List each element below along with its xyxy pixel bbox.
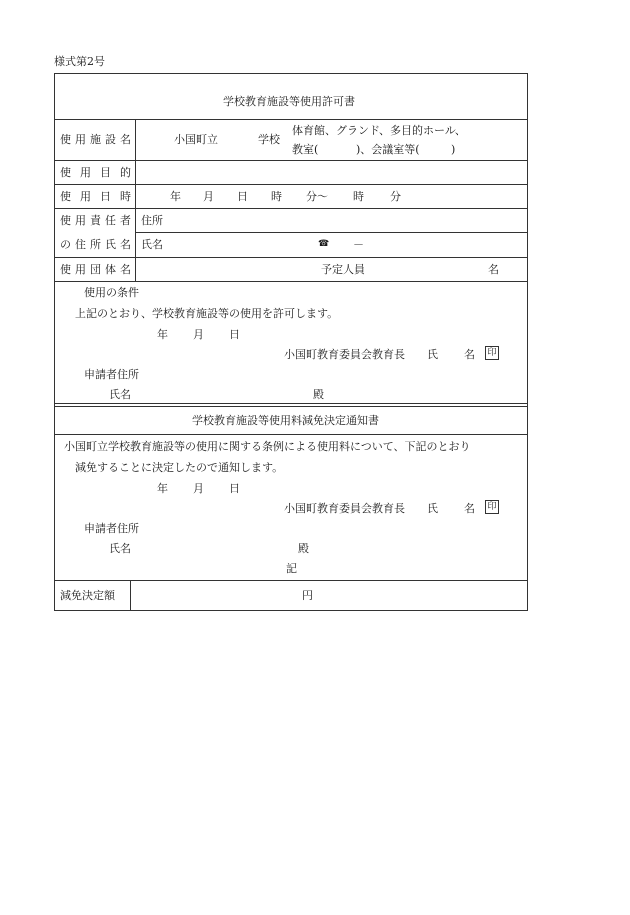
divider <box>55 160 527 161</box>
divider <box>55 434 527 435</box>
seal-stamp: 印 <box>485 346 499 360</box>
group-people-unit: 名 <box>488 263 499 276</box>
permit-month: 月 <box>193 328 204 341</box>
notice-issuer-shi: 氏 <box>427 502 438 515</box>
group-planned: 予定人員 <box>321 263 365 276</box>
permit-statement: 上記のとおり、学校教育施設等の使用を許可します。 <box>75 307 339 320</box>
amount-label: 減免決定額 <box>60 589 115 602</box>
datetime-label: 使用日時 <box>60 190 140 203</box>
permit-dono: 殿 <box>313 388 324 401</box>
form-number: 様式第2号 <box>54 55 105 68</box>
facility-types: 体育館、グランド、多目的ホール、 <box>292 124 466 137</box>
permit-issuer-shi: 氏 <box>427 348 438 361</box>
divider <box>55 208 527 209</box>
divider <box>55 257 527 258</box>
datetime-month: 月 <box>203 190 214 203</box>
notice-applicant-name: 氏名 <box>109 542 131 555</box>
permit-title: 学校教育施設等使用許可書 <box>223 95 355 108</box>
divider <box>55 403 527 404</box>
permit-applicant-address: 申請者住所 <box>84 368 139 381</box>
facility-meeting-close: ) <box>451 143 456 156</box>
facility-town: 小国町立 <box>174 133 218 146</box>
permit-day: 日 <box>229 328 240 341</box>
purpose-label: 使用目的 <box>60 166 140 179</box>
divider <box>55 119 527 120</box>
responsible-tel-dash: － <box>353 238 364 251</box>
facility-classroom: 教室( <box>292 143 319 156</box>
notice-title: 学校教育施設等使用料減免決定通知書 <box>192 414 379 427</box>
datetime-hour: 時 <box>271 190 282 203</box>
permit-applicant-name: 氏名 <box>109 388 131 401</box>
group-label: 使用団体名 <box>60 263 135 276</box>
responsible-label-1: 使用責任者 <box>60 214 135 227</box>
datetime-minute-from: 分～ <box>306 190 328 203</box>
divider <box>130 580 131 610</box>
responsible-name: 氏名 <box>141 238 163 251</box>
permit-year: 年 <box>157 328 168 341</box>
responsible-label-2: の住所氏名 <box>60 238 135 251</box>
permit-issuer: 小国町教育委員会教育長 <box>284 348 405 361</box>
divider <box>135 232 527 233</box>
divider <box>55 580 527 581</box>
notice-applicant-address: 申請者住所 <box>84 522 139 535</box>
telephone-icon: ☎ <box>318 239 330 249</box>
amount-yen: 円 <box>302 589 313 602</box>
datetime-year: 年 <box>170 190 181 203</box>
divider <box>55 281 527 282</box>
notice-day: 日 <box>229 482 240 495</box>
facility-school: 学校 <box>258 133 280 146</box>
notice-body-line-1: 小国町立学校教育施設等の使用に関する条例による使用料について、下記のとおり <box>64 440 471 453</box>
datetime-day: 日 <box>237 190 248 203</box>
permit-form <box>54 73 528 611</box>
datetime-minute: 分 <box>390 190 401 203</box>
notice-body-line-2: 減免することに決定したので通知します。 <box>75 461 284 474</box>
notice-year: 年 <box>157 482 168 495</box>
facility-label: 使用施設名 <box>60 133 135 146</box>
notice-ki: 記 <box>286 562 297 575</box>
notice-month: 月 <box>193 482 204 495</box>
notice-issuer: 小国町教育委員会教育長 <box>284 502 405 515</box>
facility-classroom-close: )、会議室等( <box>356 143 420 156</box>
divider <box>55 406 527 407</box>
permit-issuer-mei: 名 <box>464 348 475 361</box>
responsible-address: 住所 <box>141 214 163 227</box>
divider <box>55 184 527 185</box>
notice-dono: 殿 <box>298 542 309 555</box>
conditions-label: 使用の条件 <box>84 286 139 299</box>
notice-issuer-mei: 名 <box>464 502 475 515</box>
seal-stamp: 印 <box>485 500 499 514</box>
datetime-hour2: 時 <box>353 190 364 203</box>
